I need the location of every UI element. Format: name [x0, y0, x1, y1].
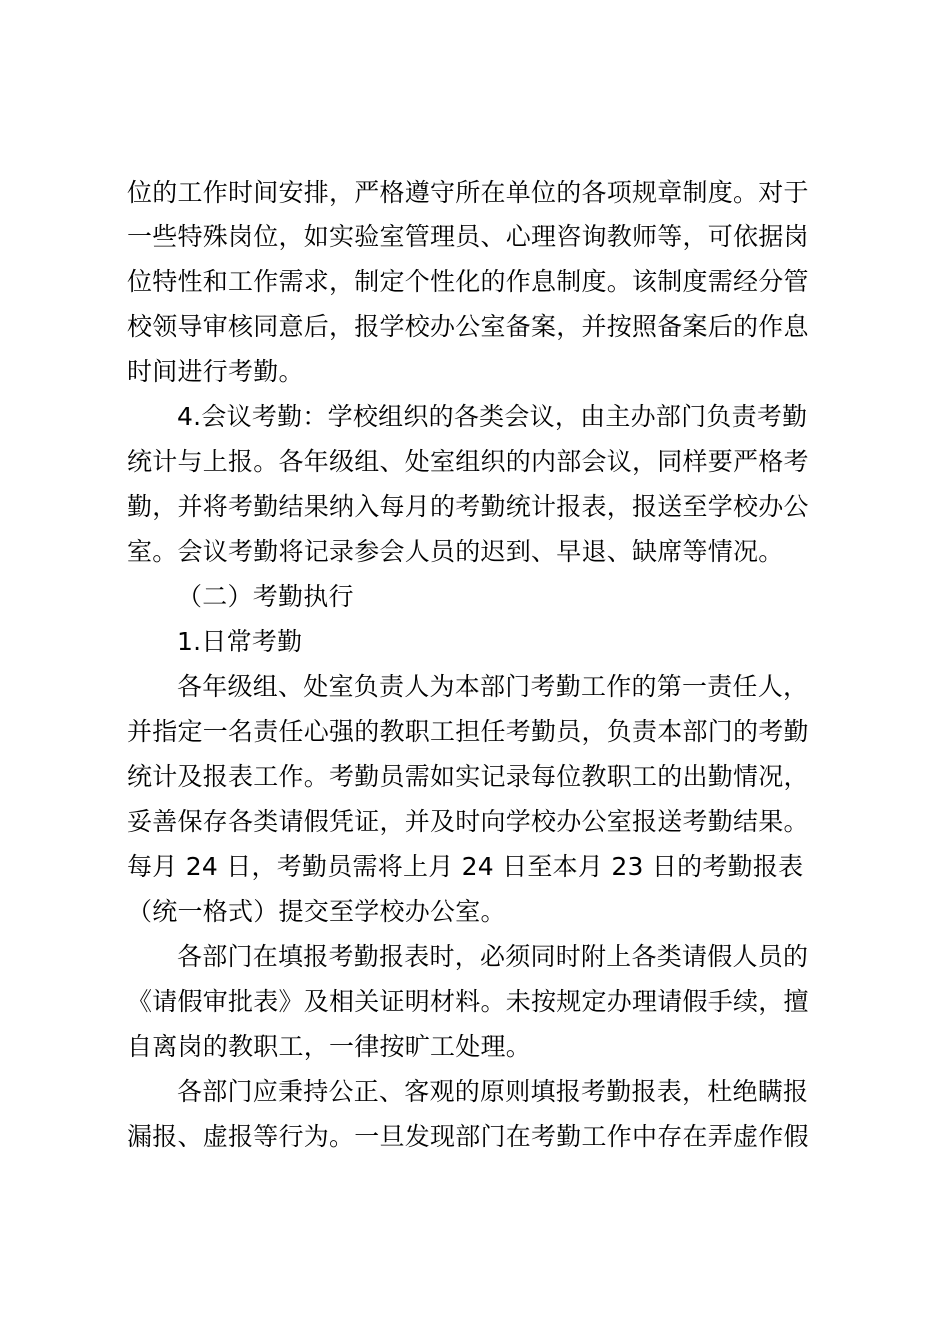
text-line: 妥善保存各类请假凭证，并及时向学校办公室报送考勤结果。 [127, 807, 809, 836]
text-line: 各年级组、处室负责人为本部门考勤工作的第一责任人， [177, 672, 809, 701]
text-line: 各部门在填报考勤报表时，必须同时附上各类请假人员的 [177, 942, 809, 971]
subsection-heading: 1.日常考勤 [177, 627, 303, 656]
text-line: 室。会议考勤将记录参会人员的迟到、早退、缺席等情况。 [127, 537, 784, 566]
text-line: 位的工作时间安排，严格遵守所在单位的各项规章制度。对于 [127, 178, 809, 207]
text-line: 统计及报表工作。考勤员需如实记录每位教职工的出勤情况， [127, 762, 809, 791]
section-heading: （二）考勤执行 [177, 582, 354, 611]
text-line: 校领导审核同意后，报学校办公室备案，并按照备案后的作息 [127, 312, 809, 341]
text-line: （统一格式）提交至学校办公室。 [127, 897, 506, 926]
text-line: 位特性和工作需求，制定个性化的作息制度。该制度需经分管 [127, 267, 809, 296]
text-line: 《请假审批表》及相关证明材料。未按规定办理请假手续，擅 [127, 987, 809, 1016]
text-line: 统计与上报。各年级组、处室组织的内部会议，同样要严格考 [127, 447, 809, 476]
text-line: 漏报、虚报等行为。一旦发现部门在考勤工作中存在弄虚作假 [127, 1122, 809, 1151]
text-line: 自离岗的教职工，一律按旷工处理。 [127, 1032, 532, 1061]
text-line: 勤，并将考勤结果纳入每月的考勤统计报表，报送至学校办公 [127, 492, 809, 521]
text-line: 并指定一名责任心强的教职工担任考勤员，负责本部门的考勤 [127, 717, 809, 746]
text-line: 4.会议考勤：学校组织的各类会议，由主办部门负责考勤 [177, 402, 808, 431]
text-line: 时间进行考勤。 [127, 357, 304, 386]
text-line: 各部门应秉持公正、客观的原则填报考勤报表，杜绝瞒报 [177, 1077, 809, 1106]
text-line: 每月 24 日，考勤员需将上月 24 日至本月 23 日的考勤报表 [127, 852, 804, 881]
text-line: 一些特殊岗位，如实验室管理员、心理咨询教师等，可依据岗 [127, 222, 809, 251]
